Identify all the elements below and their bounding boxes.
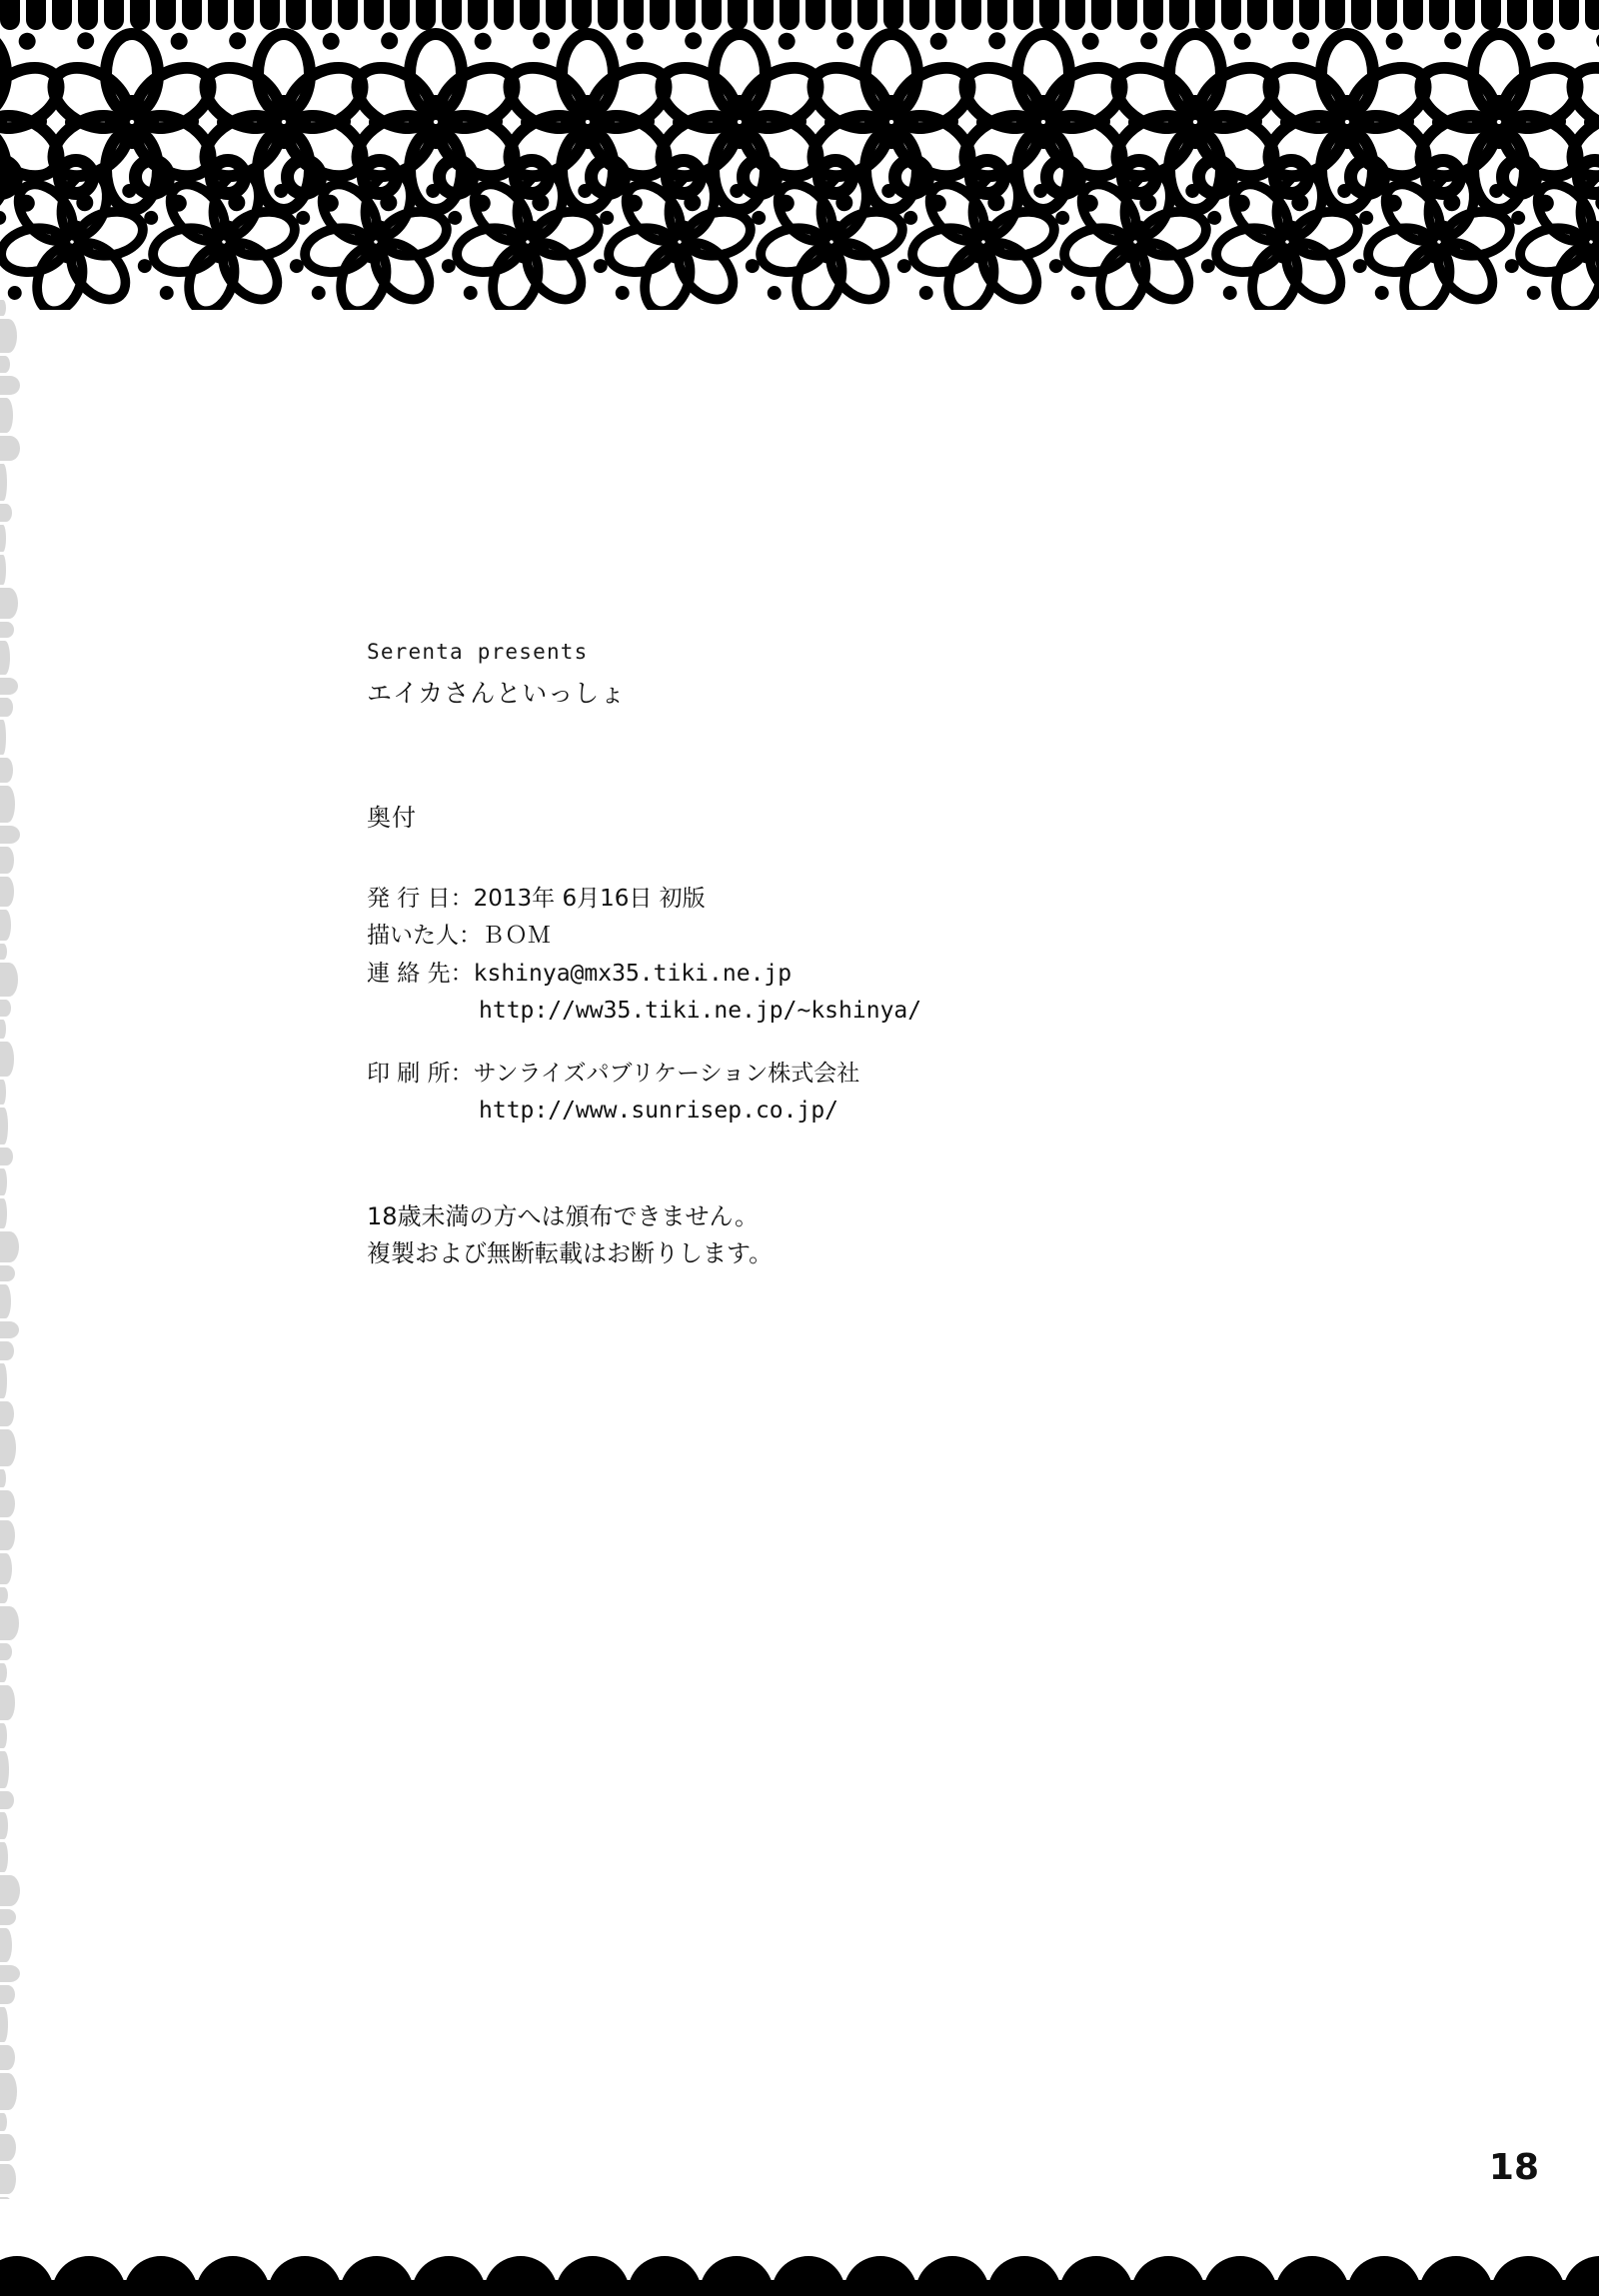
- lace-tooth: [130, 0, 150, 30]
- lace-teeth-row: [0, 0, 1599, 34]
- scallop-arc: [340, 2256, 414, 2296]
- torn-edge-notch: [0, 1723, 7, 1748]
- torn-edge-notch: [0, 555, 6, 585]
- lace-tooth: [260, 0, 280, 30]
- page-number: 18: [1488, 2147, 1539, 2188]
- torn-edge-notch: [0, 1520, 15, 1550]
- entry-value-email: kshinya@mx35.tiki.ne.jp: [473, 960, 793, 987]
- torn-edge-notch: [0, 720, 6, 755]
- torn-edge-notch: [0, 1663, 7, 1682]
- lace-bead: [79, 309, 96, 310]
- torn-edge-notch: [0, 1909, 16, 1925]
- scallop-arc: [1563, 2256, 1599, 2296]
- torn-edge-notch: [0, 963, 18, 997]
- lace-tooth: [857, 0, 877, 30]
- torn-edge-notch: [0, 1231, 19, 1262]
- scallop-arc: [843, 2256, 917, 2296]
- scallop-arc: [1419, 2256, 1493, 2296]
- lace-bead: [1446, 309, 1463, 310]
- lace-link-ring: [205, 154, 251, 200]
- lace-tooth: [156, 0, 176, 30]
- lace-tooth: [1143, 0, 1163, 30]
- scallop-arc: [412, 2256, 486, 2296]
- lace-bead: [985, 29, 1008, 52]
- lace-tooth: [805, 0, 825, 30]
- printer-row: [367, 1056, 1186, 1093]
- torn-edge-notch: [0, 525, 6, 552]
- lace-bead: [687, 309, 704, 310]
- lace-link-ring: [1420, 154, 1466, 200]
- lace-tooth: [1273, 0, 1293, 30]
- lace-tooth: [1195, 0, 1215, 30]
- lace-tooth: [1013, 0, 1033, 30]
- lace-tooth: [909, 0, 929, 30]
- entry-value: ＢＯＭ: [482, 923, 551, 950]
- torn-edge-notch: [0, 826, 20, 844]
- contact-url: http://ww35.tiki.ne.jp/~kshinya/: [479, 997, 922, 1024]
- torn-edge-notch: [0, 2164, 16, 2194]
- lace-tooth: [676, 0, 696, 30]
- torn-edge-notch: [0, 2134, 16, 2161]
- lace-tooth: [961, 0, 981, 30]
- lace-bead: [182, 113, 199, 130]
- lace-bead: [383, 309, 400, 310]
- scallop-arc: [987, 2256, 1061, 2296]
- scallop-arc: [124, 2256, 198, 2296]
- torn-edge-notch: [0, 1108, 8, 1145]
- lace-link-ring: [129, 154, 175, 200]
- lace-bead: [157, 283, 177, 303]
- torn-edge-notch: [0, 1553, 12, 1584]
- lace-tooth: [728, 0, 748, 30]
- lace-tooth: [1091, 0, 1111, 30]
- lace-tooth: [650, 0, 670, 30]
- lace-tooth: [26, 0, 46, 30]
- colophon-heading: 奥付: [367, 804, 417, 832]
- torn-edge-notch: [0, 641, 10, 675]
- bottom-scallop-border: [0, 2226, 1599, 2296]
- torn-edge-notch: [0, 1842, 8, 1872]
- scallop-arc: [0, 2256, 54, 2296]
- torn-edge-notch: [0, 1042, 14, 1077]
- age-restriction-notice: 18歳未満の方へは頒布できません。: [367, 1201, 759, 1230]
- lace-tooth: [1247, 0, 1267, 30]
- lace-bead: [1593, 29, 1599, 52]
- torn-edge-notch: [0, 786, 15, 823]
- lace-bead: [1441, 29, 1464, 52]
- torn-edge-notch: [0, 1928, 12, 1962]
- lace-bead: [624, 30, 647, 53]
- lace-tooth: [520, 0, 540, 30]
- lace-bead: [927, 30, 950, 53]
- lace-link-ring: [281, 154, 327, 200]
- lace-bead: [1524, 283, 1544, 303]
- lace-bead: [833, 29, 856, 52]
- lace-tooth: [831, 0, 851, 30]
- lace-link-ring: [509, 154, 555, 200]
- lace-bead: [613, 283, 633, 303]
- lace-bead: [1535, 30, 1558, 53]
- lace-tooth: [234, 0, 254, 30]
- torn-edge-notch: [0, 2113, 7, 2131]
- torn-edge-notch: [0, 1490, 15, 1517]
- torn-edge-notch: [0, 1587, 8, 1603]
- lace-tooth: [208, 0, 228, 30]
- torn-edge-notch: [0, 1469, 6, 1487]
- lace-link-ring: [1344, 154, 1390, 200]
- lace-bead: [682, 29, 705, 52]
- torn-edge-notch: [0, 1791, 14, 1809]
- lace-tooth: [78, 0, 98, 30]
- torn-edge-notch: [0, 2045, 15, 2070]
- lace-tooth: [104, 0, 124, 30]
- torn-edge-notch: [0, 1080, 6, 1105]
- torn-edge-notch: [0, 1812, 8, 1839]
- torn-edge-notch: [0, 1429, 16, 1466]
- lace-bead: [838, 309, 855, 310]
- torn-edge-notch: [0, 436, 20, 461]
- lace-tooth: [390, 0, 410, 30]
- torn-edge-notch: [0, 2007, 8, 2042]
- lace-tooth: [1455, 0, 1475, 30]
- torn-edge-notch: [0, 1020, 6, 1039]
- printer-url: http://www.sunrisep.co.jp/: [479, 1098, 839, 1125]
- top-lace-border: [0, 0, 1599, 310]
- torn-edge-notch: [0, 1875, 20, 1906]
- torn-edge-notch: [0, 300, 6, 316]
- scallop-arc: [1347, 2256, 1421, 2296]
- torn-edge-notch: [0, 1148, 13, 1165]
- lace-tooth: [1429, 0, 1449, 30]
- lace-bead: [16, 30, 39, 53]
- torn-edge-notch: [0, 758, 13, 783]
- scallop-arc: [1131, 2256, 1205, 2296]
- lace-bead: [168, 30, 191, 53]
- lace-bead: [1079, 30, 1102, 53]
- colophon-entry-list: [367, 881, 1186, 1131]
- torn-edge-notch: [0, 1643, 12, 1660]
- entry-value: 2013年 6月16日 初版: [473, 886, 706, 912]
- lace-bead: [1231, 30, 1254, 53]
- torn-edge-notch: [0, 1321, 19, 1338]
- lace-tooth: [624, 0, 644, 30]
- lace-bead: [638, 113, 655, 130]
- lace-bead: [486, 113, 503, 130]
- lace-link-ring: [357, 154, 403, 200]
- torn-edge-notch: [0, 588, 18, 619]
- lace-link-ring: [585, 154, 631, 200]
- lace-bead: [461, 283, 481, 303]
- lace-bead: [1220, 283, 1240, 303]
- torn-edge-notch: [0, 464, 7, 501]
- entry-label: 発 行 日：: [367, 886, 474, 912]
- lace-tooth: [416, 0, 436, 30]
- lace-tooth: [364, 0, 384, 30]
- torn-edge-notch: [0, 319, 17, 353]
- entry-label: 描いた人：: [367, 923, 482, 950]
- lace-bead: [916, 283, 936, 303]
- lace-tooth: [1481, 0, 1501, 30]
- lace-link-ring: [1496, 154, 1542, 200]
- lace-tooth: [1377, 0, 1397, 30]
- legal-notice-block: [367, 1198, 1186, 1272]
- torn-edge-notch: [0, 910, 11, 941]
- lace-bead: [1137, 29, 1160, 52]
- torn-edge-notch: [0, 622, 14, 638]
- lace-tooth: [1559, 0, 1579, 30]
- lace-link-ring: [1040, 154, 1086, 200]
- lace-bead: [790, 113, 806, 130]
- scallop-arc: [268, 2256, 342, 2296]
- lace-tooth: [1039, 0, 1059, 30]
- lace-motif-row: [0, 30, 1599, 300]
- torn-edge-notch: [0, 678, 18, 695]
- torn-edge-notch: [0, 1265, 15, 1281]
- torn-edge-notch: [0, 1284, 11, 1318]
- lace-bead: [765, 283, 785, 303]
- torn-edge-notch: [0, 1341, 14, 1360]
- torn-edge-notch: [0, 2197, 13, 2199]
- lace-bead: [530, 29, 553, 52]
- torn-edge-notch: [0, 698, 13, 717]
- lace-tooth: [546, 0, 566, 30]
- lace-link-ring: [1268, 154, 1314, 200]
- lace-tooth: [1507, 0, 1527, 30]
- lace-bead: [1372, 283, 1392, 303]
- scallop-arc: [556, 2256, 630, 2296]
- torn-edge-notch: [0, 504, 12, 522]
- lace-tooth: [52, 0, 72, 30]
- lace-tooth: [935, 0, 955, 30]
- torn-edge-notch: [0, 1985, 15, 2004]
- torn-edge-notch: [0, 1965, 20, 1982]
- lace-tooth: [1533, 0, 1553, 30]
- spacer: [367, 1030, 1186, 1056]
- lace-tooth: [1117, 0, 1137, 30]
- lace-bead: [30, 113, 47, 130]
- lace-link-ring: [812, 154, 858, 200]
- scallop-arc: [628, 2256, 702, 2296]
- lace-link-ring: [1116, 154, 1162, 200]
- lace-tooth: [468, 0, 488, 30]
- lace-tooth: [1065, 0, 1085, 30]
- lace-bead: [941, 113, 958, 130]
- lace-tooth: [442, 0, 462, 30]
- lace-bead: [1068, 283, 1088, 303]
- printer-value: サンライズパブリケーション株式会社: [473, 1061, 860, 1087]
- torn-edge-notch: [0, 1685, 15, 1720]
- torn-paper-edge: [0, 300, 26, 2199]
- lace-tooth: [1351, 0, 1371, 30]
- lace-tooth: [1299, 0, 1319, 30]
- torn-edge-notch: [0, 398, 13, 433]
- doujin-title: エイカさんといっしょ: [367, 679, 627, 708]
- scallop-arc: [700, 2256, 774, 2296]
- torn-edge-notch: [0, 877, 14, 907]
- lace-tooth: [1169, 0, 1189, 30]
- colophon-entry-row: [367, 881, 1186, 918]
- lace-bead: [334, 113, 351, 130]
- lace-bead: [1289, 29, 1312, 52]
- lace-bead: [1383, 30, 1406, 53]
- lace-bead: [1397, 113, 1414, 130]
- lace-bead: [226, 29, 249, 52]
- scallop-arc: [484, 2256, 558, 2296]
- lace-tooth: [286, 0, 306, 30]
- lace-link-ring: [888, 154, 934, 200]
- lace-tooth: [312, 0, 332, 30]
- lace-bead: [320, 30, 343, 53]
- lace-link-ring: [964, 154, 1010, 200]
- lace-tooth: [1221, 0, 1241, 30]
- lace-tooth: [702, 0, 722, 30]
- lace-bead: [535, 309, 552, 310]
- lace-tooth: [338, 0, 358, 30]
- scallop-arc: [1491, 2256, 1565, 2296]
- lace-bead: [1245, 113, 1262, 130]
- lace-tooth: [883, 0, 903, 30]
- lace-link-ring: [1192, 154, 1238, 200]
- torn-edge-notch: [0, 1606, 19, 1640]
- torn-edge-notch: [0, 944, 7, 960]
- entry-label: 連 絡 先：: [367, 960, 474, 987]
- lace-bead: [472, 30, 495, 53]
- scallop-arc: [772, 2256, 845, 2296]
- lace-bead: [1093, 113, 1110, 130]
- reproduction-notice: 複製および無断転載はお断りします。: [367, 1238, 774, 1267]
- lace-tooth: [572, 0, 592, 30]
- scallop-arc: [52, 2256, 126, 2296]
- lace-tooth: [598, 0, 618, 30]
- scallop-arc: [1275, 2256, 1349, 2296]
- torn-edge-notch: [0, 1198, 7, 1228]
- torn-edge-notch: [0, 847, 14, 874]
- lace-link-ring: [53, 154, 99, 200]
- scallop-arc: [1059, 2256, 1133, 2296]
- lace-bead: [990, 309, 1007, 310]
- scallop-arc: [1203, 2256, 1277, 2296]
- lace-bead: [378, 29, 401, 52]
- torn-edge-notch: [0, 1751, 9, 1788]
- lace-tooth: [1325, 0, 1345, 30]
- torn-edge-notch: [0, 1000, 11, 1017]
- lace-tooth: [754, 0, 774, 30]
- torn-edge-notch: [0, 356, 10, 373]
- torn-edge-notch: [0, 2073, 17, 2110]
- lace-tooth: [780, 0, 800, 30]
- torn-edge-notch: [0, 376, 20, 395]
- lace-tooth: [0, 0, 20, 30]
- scallop-arc: [196, 2256, 270, 2296]
- lace-bead: [309, 283, 329, 303]
- lace-link-ring: [737, 154, 783, 200]
- lace-bead: [1294, 309, 1311, 310]
- lace-bead: [0, 209, 8, 227]
- scallop-arc: [915, 2256, 989, 2296]
- lace-bead: [776, 30, 799, 53]
- torn-edge-notch: [0, 1401, 14, 1426]
- lace-link-ring: [433, 154, 479, 200]
- lace-bead: [1549, 113, 1566, 130]
- colophon-entry-row: [367, 918, 1186, 955]
- lace-bead: [74, 29, 97, 52]
- lace-tooth: [1585, 0, 1599, 30]
- lace-tooth: [494, 0, 514, 30]
- lace-link-ring: [661, 154, 707, 200]
- printer-label: 印 刷 所：: [367, 1061, 474, 1087]
- lace-tooth: [987, 0, 1007, 30]
- torn-edge-notch: [0, 1363, 7, 1398]
- colophon-entry-row: [367, 956, 1186, 993]
- presents-line: Serenta presents: [367, 640, 589, 664]
- lace-tooth: [182, 0, 202, 30]
- lace-bead: [231, 309, 248, 310]
- lace-bead: [1142, 309, 1159, 310]
- lace-tooth: [1403, 0, 1423, 30]
- torn-edge-notch: [0, 1168, 7, 1195]
- colophon-block: [367, 640, 1186, 1272]
